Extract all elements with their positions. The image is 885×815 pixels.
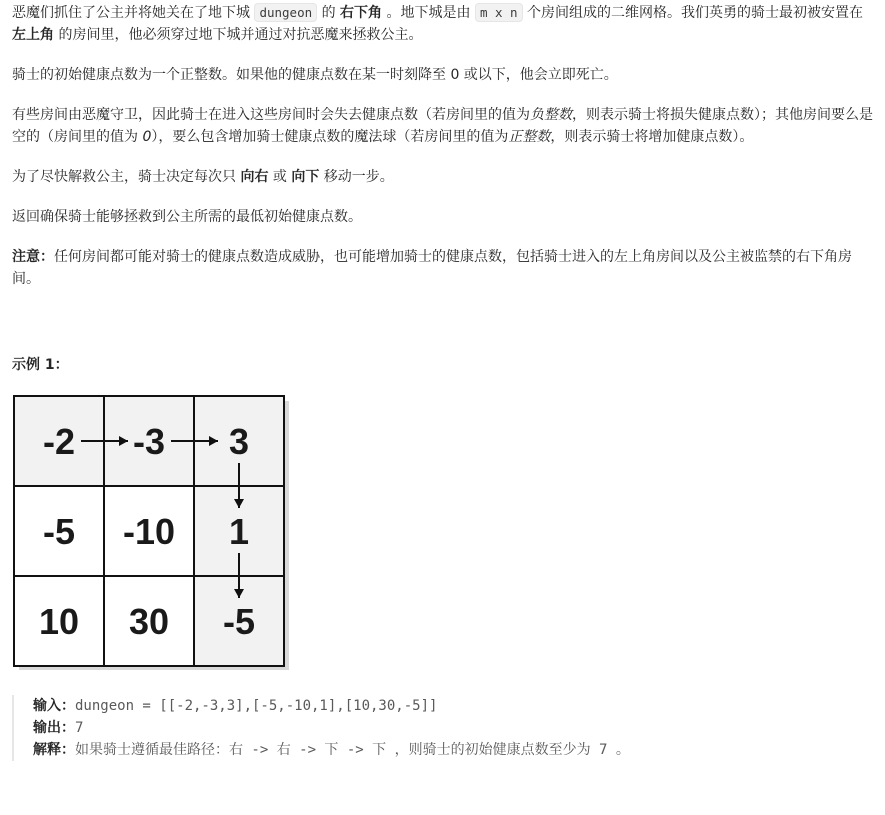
italic-negative: 负整数 bbox=[530, 107, 572, 123]
output-value: 7 bbox=[75, 720, 84, 736]
text: 的房间里，他必须穿过地下城并通过对抗恶魔来拯救公主。 bbox=[54, 27, 423, 43]
explain-value: 如果骑士遵循最佳路径：右 -> 右 -> 下 -> 下 ，则骑士的初始健康点数至少为 7 。 bbox=[75, 742, 630, 758]
grid-cell-value: -10 bbox=[122, 511, 176, 552]
grid-cell-value: 30 bbox=[128, 601, 170, 642]
text: 的 bbox=[317, 5, 341, 21]
note-label: 注意： bbox=[12, 249, 54, 265]
grid-cell-value: -3 bbox=[132, 421, 166, 462]
paragraph-intro bbox=[12, 2, 877, 46]
bold-right: 向右 bbox=[240, 169, 269, 185]
explain-label: 解释： bbox=[33, 742, 75, 758]
paragraph-rooms bbox=[12, 104, 877, 148]
text: 个房间组成的二维网格。我们英勇的骑士最初被安置在 bbox=[522, 5, 864, 21]
text: 为了尽快解救公主，骑士决定每次只 bbox=[12, 169, 241, 185]
bold-top-left: 左上角 bbox=[12, 27, 54, 43]
text: 恶魔们抓住了公主并将她关在了地下城 bbox=[12, 5, 255, 21]
text: 移动一步。 bbox=[319, 169, 394, 185]
grid-cell-value: 3 bbox=[228, 421, 250, 462]
bold-down: 向下 bbox=[291, 169, 320, 185]
text: ，则表示骑士将增加健康点数）。 bbox=[550, 129, 754, 145]
output-line bbox=[33, 717, 873, 739]
paragraph-movement bbox=[12, 166, 877, 188]
grid-cell-value: -5 bbox=[222, 601, 256, 642]
input-line bbox=[33, 695, 873, 717]
italic-zero: 0 bbox=[142, 129, 152, 145]
text: ），要么包含增加骑士健康点数的魔法球（若房间里的值为 bbox=[151, 129, 509, 145]
code-dungeon: dungeon bbox=[254, 3, 317, 22]
code-m-x-n: m x n bbox=[475, 3, 523, 22]
explain-line bbox=[33, 739, 873, 761]
grid-cell-value: 10 bbox=[38, 601, 80, 642]
text: 或 bbox=[268, 169, 292, 185]
input-value: dungeon = [[-2,-3,3],[-5,-10,1],[10,30,-5]] bbox=[75, 698, 438, 714]
grid-cell-value: 1 bbox=[228, 511, 250, 552]
dungeon-grid-svg bbox=[12, 394, 292, 670]
note-text: 任何房间都可能对骑士的健康点数造成威胁，也可能增加骑士的健康点数，包括骑士进入的左上角房间以及公主被监禁的右下角房间。 bbox=[12, 249, 852, 287]
paragraph-note bbox=[12, 246, 877, 290]
grid-cell-value: -2 bbox=[42, 421, 76, 462]
text: 有些房间由恶魔守卫，因此骑士在进入这些房间时会失去健康点数（若房间里的值为 bbox=[12, 107, 530, 123]
text: ，则表示骑士将损失健康点数）；其他房间要么是空的（房间里的值为 bbox=[12, 107, 873, 145]
example-io bbox=[12, 695, 873, 761]
paragraph-return: 返回确保骑士能够拯救到公主所需的最低初始健康点数。 bbox=[12, 209, 362, 225]
text: 。地下城是由 bbox=[382, 5, 475, 21]
italic-positive: 正整数 bbox=[508, 129, 551, 145]
grid-cell-value: -5 bbox=[42, 511, 76, 552]
input-label: 输入： bbox=[33, 698, 75, 714]
dungeon-grid bbox=[12, 394, 292, 670]
example-title: 示例 1： bbox=[12, 357, 69, 373]
output-label: 输出： bbox=[33, 720, 75, 736]
paragraph-health: 骑士的初始健康点数为一个正整数。如果他的健康点数在某一时刻降至 0 或以下，他会立即死亡。 bbox=[12, 67, 618, 83]
bold-bottom-right: 右下角 bbox=[340, 5, 383, 21]
